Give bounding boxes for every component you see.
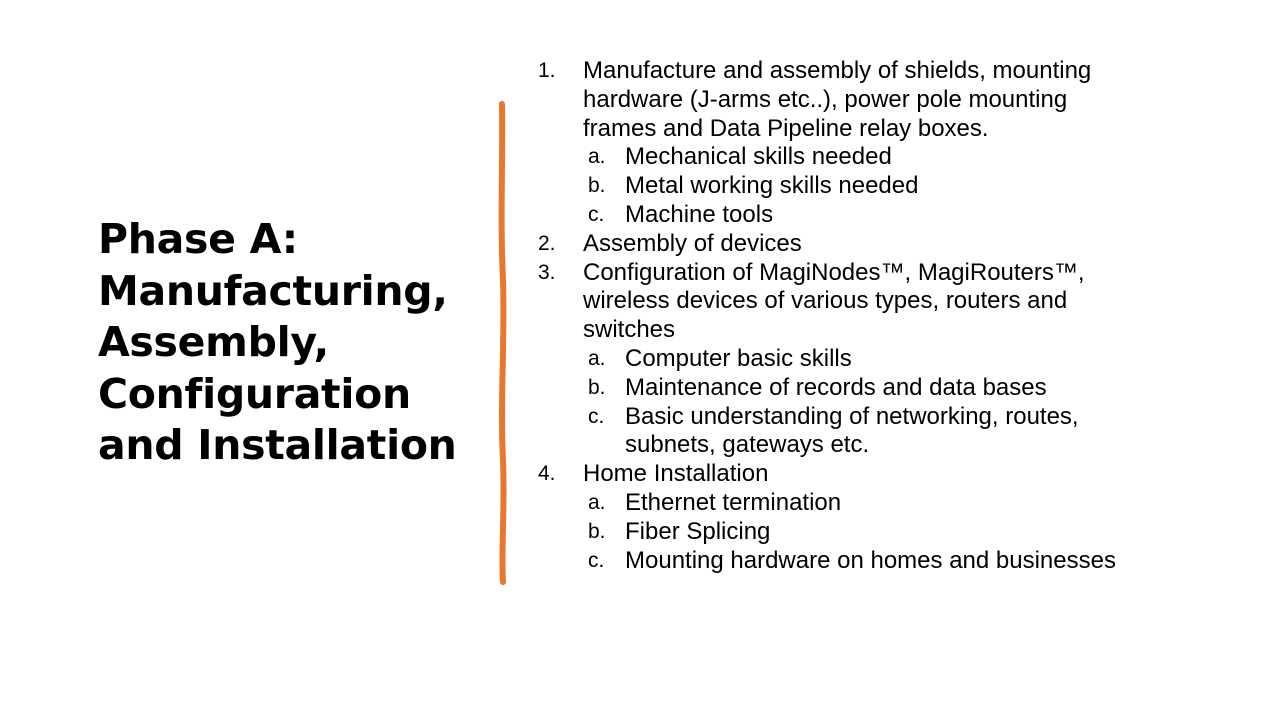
sub-list-item [538, 547, 1238, 576]
list-item-line: Assembly of devices [583, 229, 802, 257]
sub-list-marker: b. [588, 375, 606, 399]
sub-list-item [538, 374, 1238, 403]
sub-list-marker: c. [588, 404, 605, 428]
list-item-line: frames and Data Pipeline relay boxes. [583, 114, 989, 142]
title-line: Phase A: [98, 215, 298, 263]
outline-list [538, 57, 1238, 575]
list-item [538, 460, 1238, 489]
sub-list-item-line: Basic understanding of networking, routes, [625, 402, 1079, 430]
sub-list-marker: c. [588, 548, 605, 572]
brush-divider [495, 100, 511, 586]
sub-list-item-line: Mounting hardware on homes and businesses [625, 546, 1116, 574]
list-item-line: hardware (J-arms etc..), power pole mounting [583, 85, 1068, 113]
list-item [538, 57, 1238, 143]
sub-list-item-line: Maintenance of records and data bases [625, 373, 1047, 401]
sub-list-item-line: Mechanical skills needed [625, 143, 892, 171]
sub-list-marker: a. [588, 346, 606, 370]
sub-list-item [538, 172, 1238, 201]
list-item [538, 230, 1238, 259]
sub-list-item-line: subnets, gateways etc. [625, 431, 870, 459]
title-line: Manufacturing, [98, 266, 448, 315]
list-item-line: Home Installation [583, 460, 769, 488]
sub-list-item-line: Computer basic skills [625, 344, 852, 372]
sub-list-item-line: Ethernet termination [625, 488, 842, 516]
sub-list-item-line: Fiber Splicing [625, 517, 771, 545]
list-item [538, 259, 1238, 345]
slide-title [98, 214, 478, 472]
sub-list-item [538, 143, 1238, 172]
list-item-line: switches [583, 316, 676, 344]
sub-list-item-line: Machine tools [625, 200, 774, 228]
sub-list-item [538, 201, 1238, 230]
title-line: Assembly, [98, 318, 329, 366]
sub-list-item [538, 403, 1238, 461]
list-marker: 4. [538, 462, 556, 486]
sub-list-marker: a. [588, 145, 606, 169]
list-item-line: Manufacture and assembly of shields, mounting [583, 57, 1092, 84]
sub-list-marker: b. [588, 174, 606, 198]
list-marker: 2. [538, 231, 556, 255]
sub-list-item [538, 518, 1238, 547]
list-item-line: Configuration of MagiNodes™, MagiRouters™, [583, 258, 1085, 286]
sub-list-marker: b. [588, 519, 606, 543]
list-marker: 3. [538, 260, 556, 284]
sub-list-item [538, 345, 1238, 374]
sub-list-marker: c. [588, 202, 605, 226]
title-line: Configuration [98, 369, 411, 418]
title-line: and Installation [98, 421, 457, 469]
brush-stroke [502, 104, 504, 582]
sub-list-marker: a. [588, 490, 606, 514]
sub-list-item [538, 489, 1238, 518]
sub-list-item-line: Metal working skills needed [625, 172, 919, 200]
list-marker: 1. [538, 59, 556, 82]
list-item-line: wireless devices of various types, routers and [583, 287, 1068, 315]
